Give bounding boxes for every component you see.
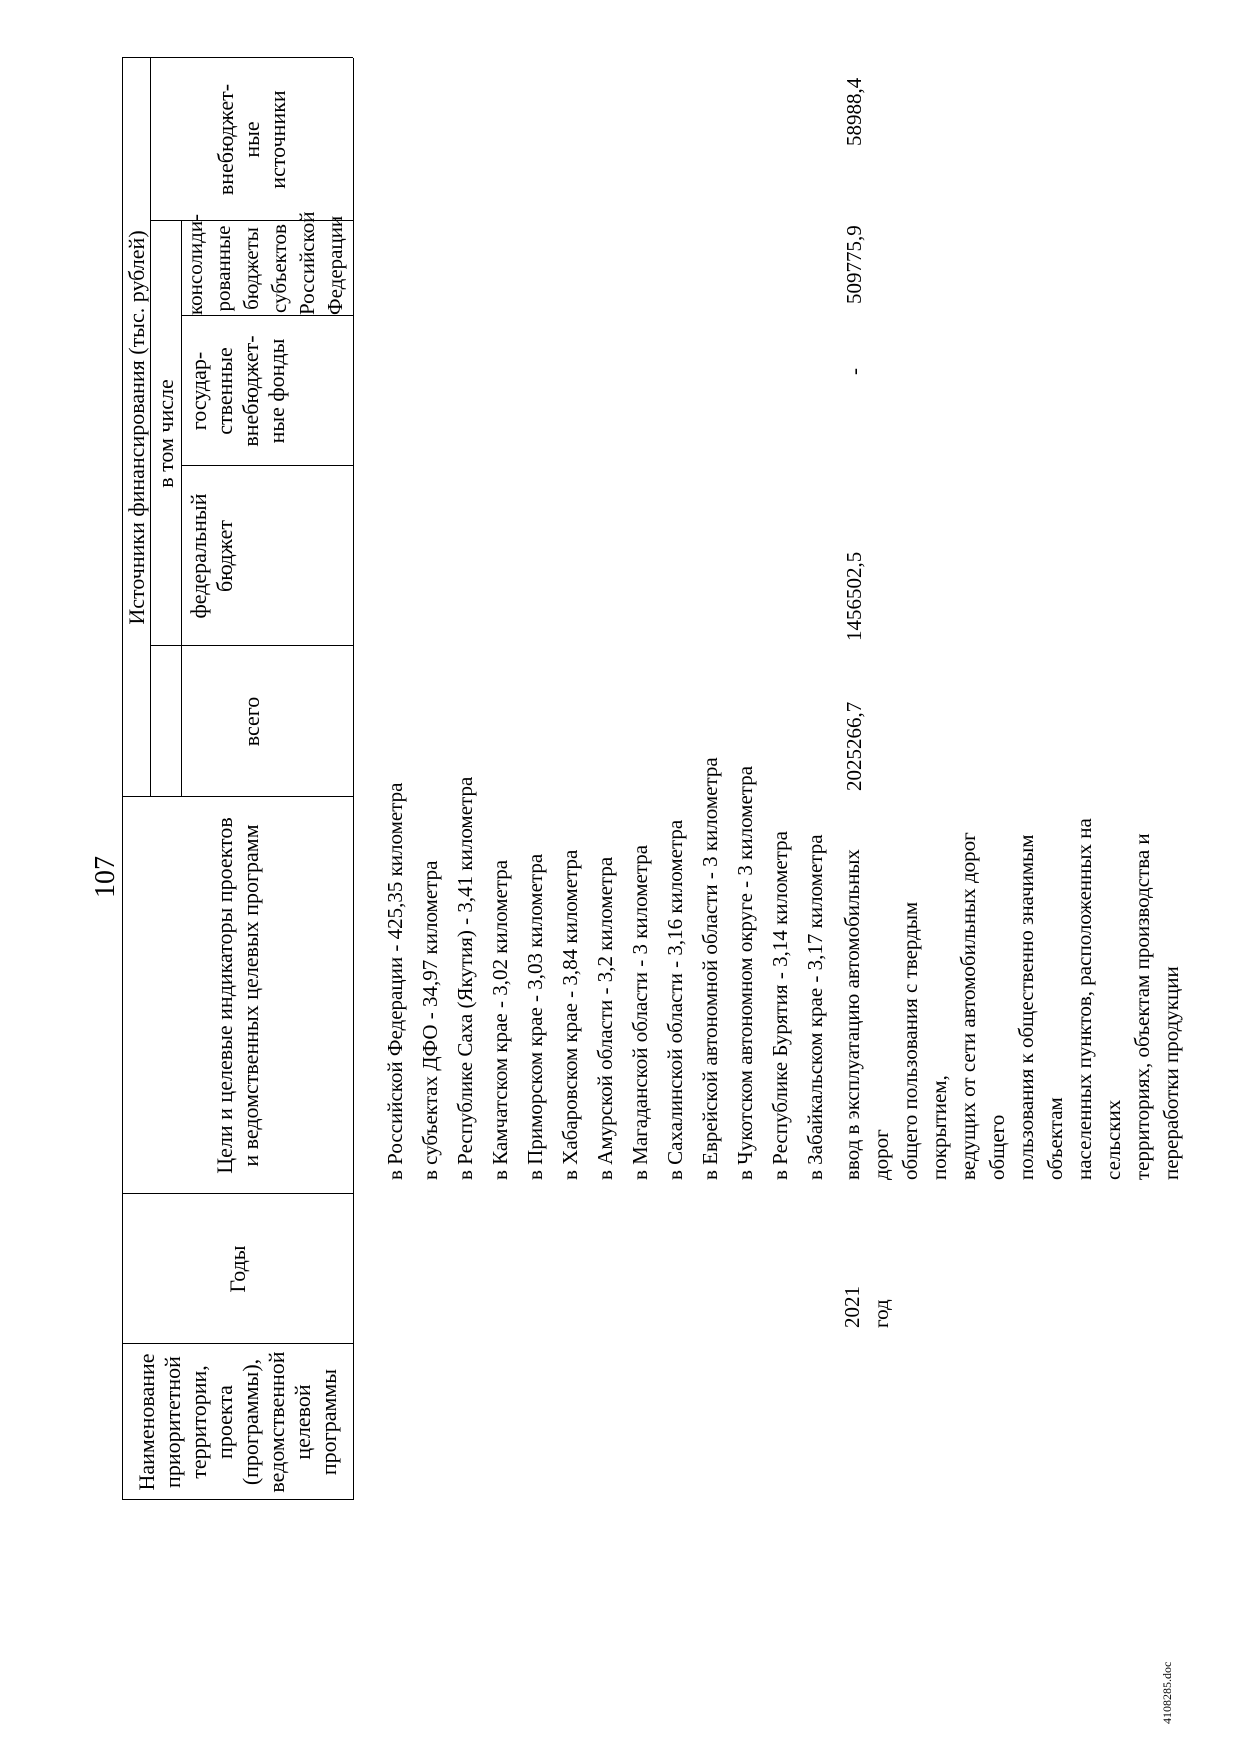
list-item: в Забайкальском крае - 3,17 километра [803, 834, 827, 1180]
header-regional-budgets: консолиди- рованные бюджеты субъектов Российской Федерации [183, 211, 347, 315]
list-item: в Республике Саха (Якутия) - 3,41 километра [453, 776, 477, 1180]
list-item: в Хабаровском крае - 3,84 километра [558, 849, 582, 1180]
list-item: в субъектах ДФО - 34,97 километра [418, 860, 442, 1180]
column-divider-goals [122, 1193, 353, 1194]
table-row-total: 2025266,7 [842, 701, 866, 791]
column-divider-total [150, 645, 353, 646]
header-total: всего [238, 696, 264, 747]
column-divider-years [122, 1343, 353, 1344]
header-extrabudgetary-sources: внебюджет- ные источники [212, 83, 290, 196]
list-item: в Магаданской области - 3 километра [628, 844, 652, 1180]
header-goals-and-indicators: Цели и целевые индикаторы проектов и ведомственных целевых программ [211, 817, 263, 1174]
header-years: Годы [224, 1245, 250, 1293]
list-item: в Сахалинской области - 3,16 километра [663, 819, 687, 1180]
column-divider-federal [181, 465, 353, 466]
indicator-list [382, 757, 837, 1180]
table-row-extrabudgetary: 58988,4 [842, 77, 866, 146]
page-number: 107 [90, 856, 121, 898]
header-federal-budget: федеральный бюджет [186, 493, 237, 619]
list-item: в Еврейской автономной области - 3 километра [698, 757, 722, 1180]
header-funding-sources: Источники финансирования (тыс. рублей) [123, 230, 149, 625]
table-row-state-funds: - [842, 368, 866, 375]
table-right-border [122, 57, 353, 58]
list-item: в Приморском крае - 3,03 километра [523, 853, 547, 1180]
header-state-extrabudgetary-funds: государ- ственные внебюджет- ные фонды [186, 335, 289, 447]
list-item: в Камчатском крае - 3,02 километра [488, 859, 512, 1180]
header-bottom-border [353, 58, 354, 1500]
list-item: в Республике Бурятия - 3,14 километра [768, 831, 792, 1180]
table-row-regional-budgets: 509775,9 [842, 225, 866, 304]
list-item: в Чукотском автономном округе - 3 километра [733, 765, 757, 1180]
file-label: 4108285.doc [1160, 1661, 1174, 1724]
column-divider-funding [122, 796, 353, 797]
table-row-indicator: ввод в эксплуатацию автомобильных дорог общего пользования с твердым покрытием, ведущих от сети автомобильных дорог общего пользования к общественно значимым объектам населенных пунктов, расположенных на сельских территориях, объектам производства и переработки продукции [840, 818, 1183, 1180]
list-item: в Российской Федерации - 425,35 километра [383, 782, 407, 1180]
header-name-of-territory: Наименование приоритетной территории, проекта (программы), ведомственной целевой программы [133, 1351, 341, 1493]
table-row-year: 2021 год [840, 1286, 893, 1328]
header-including: в том числе [153, 379, 178, 488]
table-row-federal-budget: 1456502,5 [842, 551, 866, 641]
column-divider-state-funds [181, 315, 353, 316]
table-left-border [122, 1499, 353, 1500]
list-item: в Амурской области - 3,2 километра [593, 856, 617, 1180]
